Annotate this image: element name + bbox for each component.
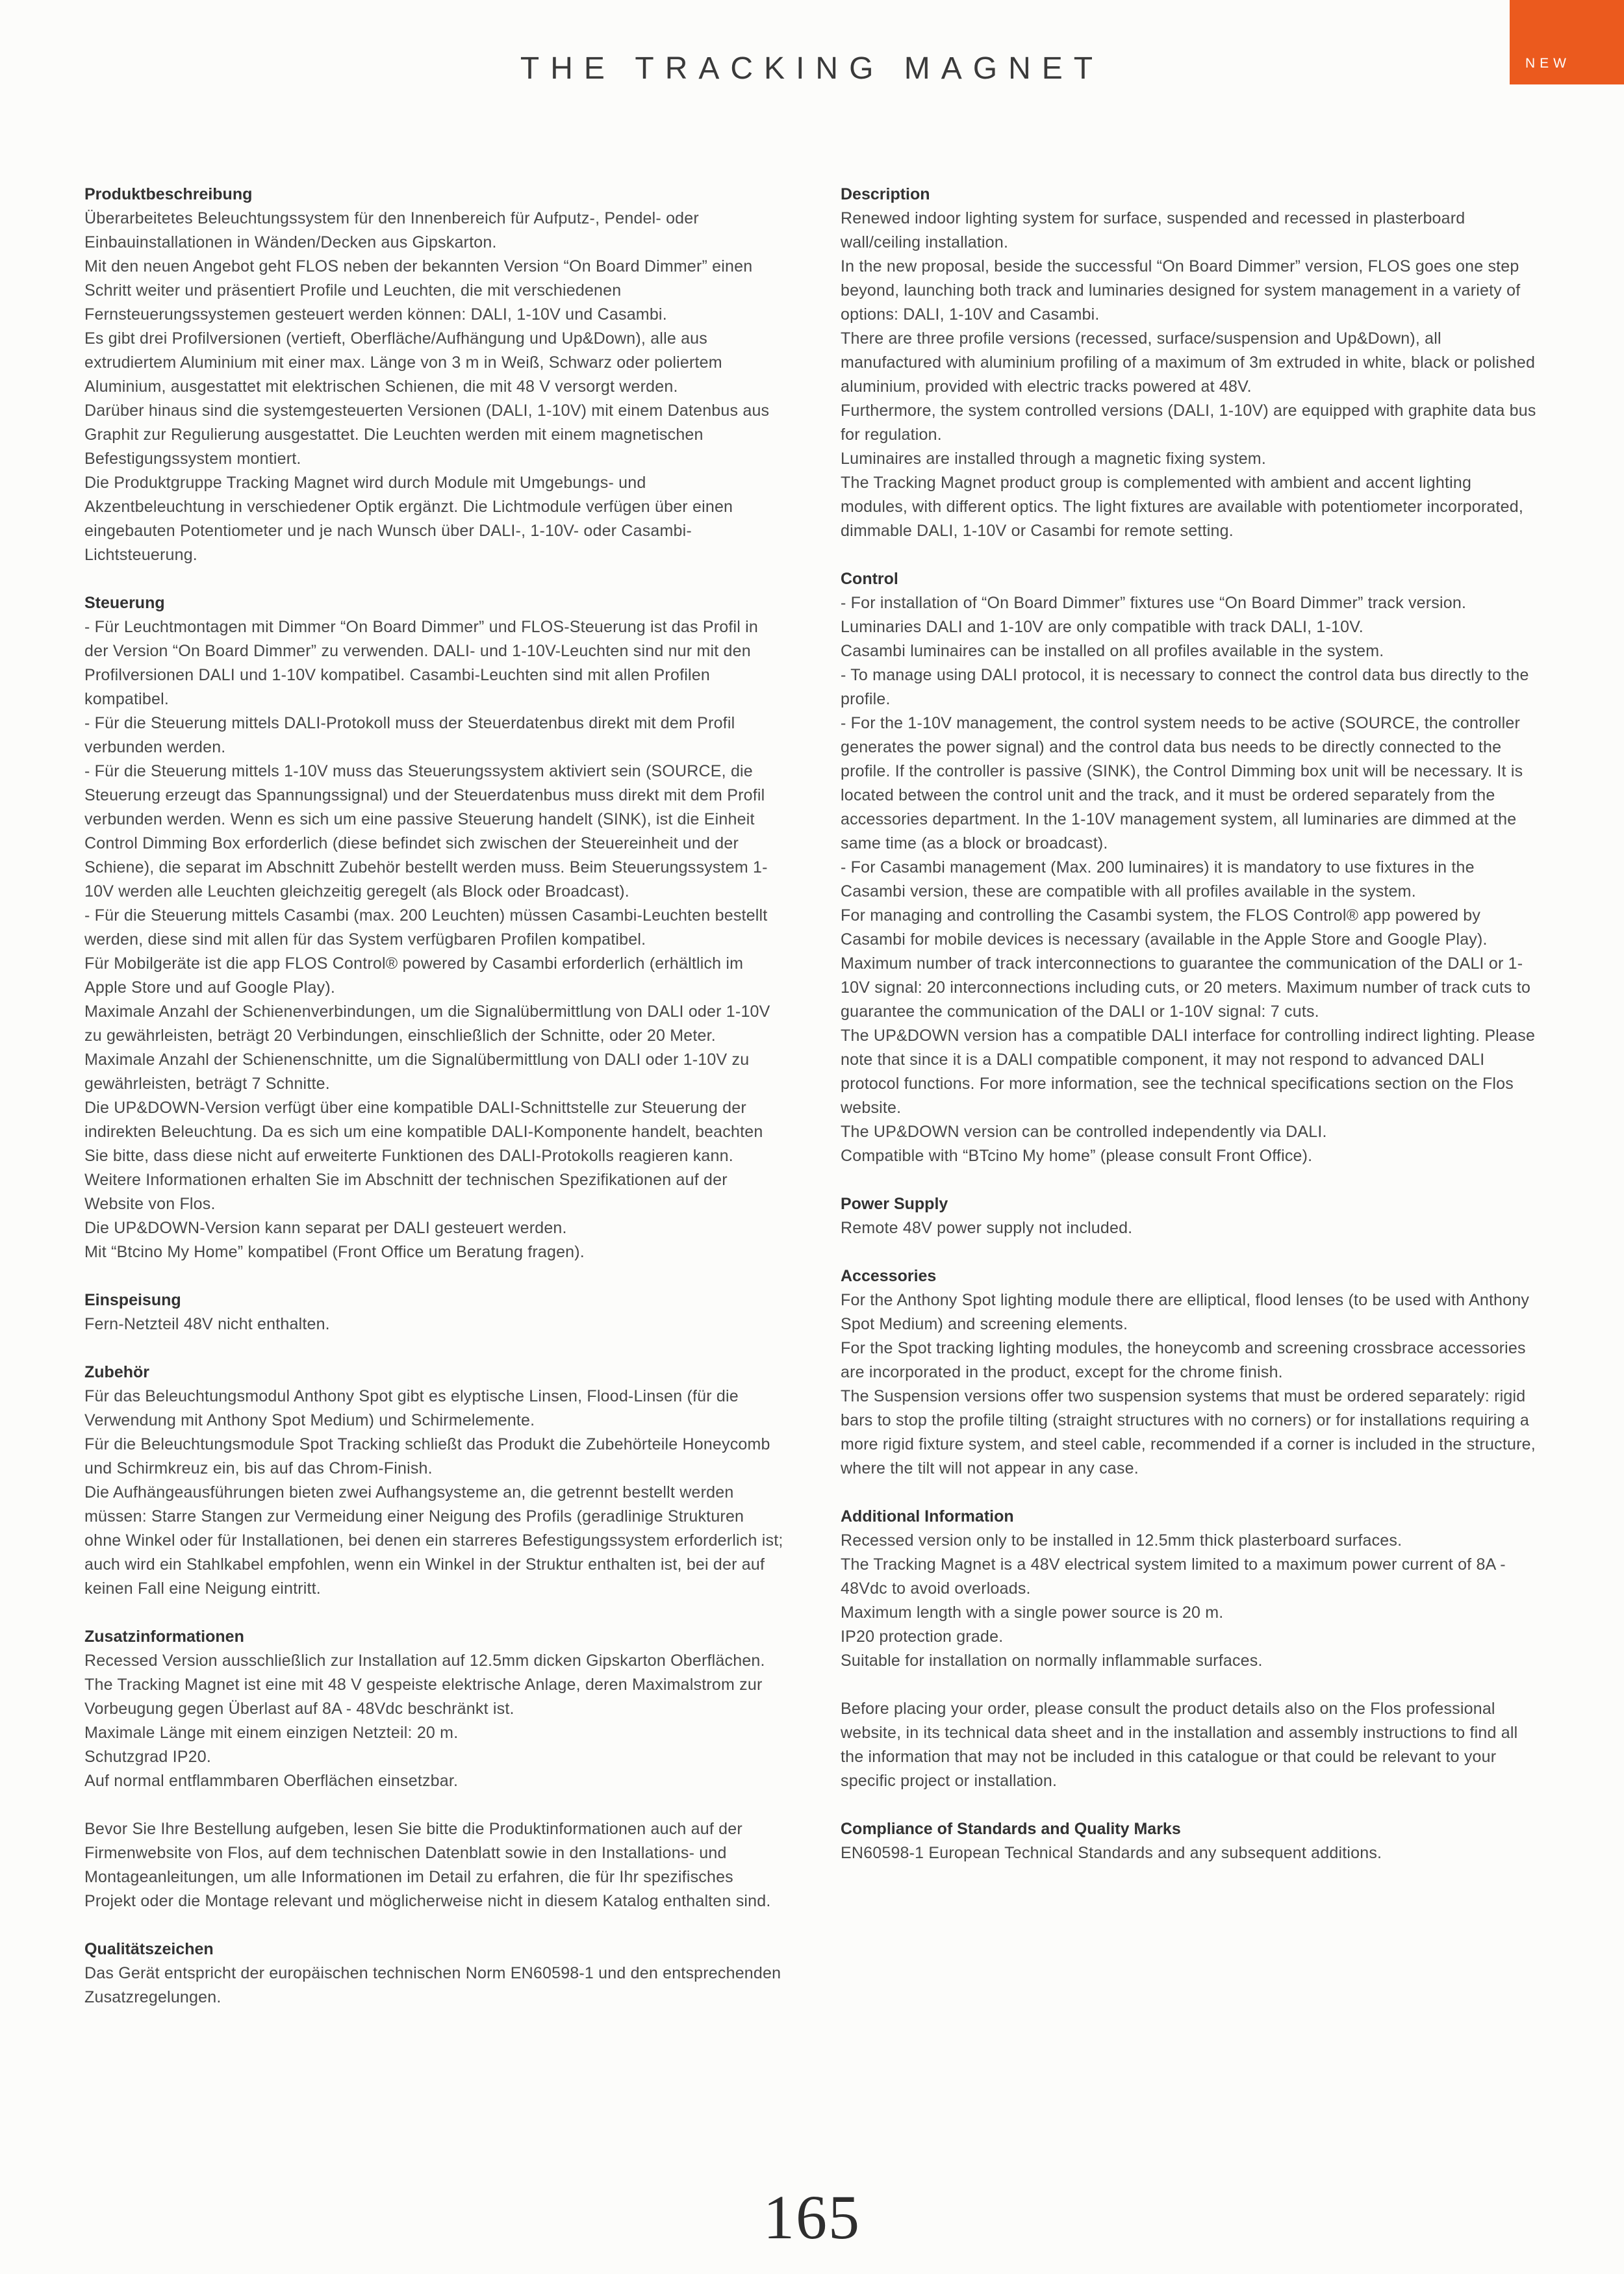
section-heading: Description	[841, 185, 930, 203]
paragraph: - Für die Steuerung mittels Casambi (max. 200 Leuchten) müssen Casambi-Leuchten bestellt werden, diese sind mit allen für das System verfügbaren Profilen kompatibel.	[84, 906, 768, 949]
content-section	[841, 1192, 1540, 1240]
paragraph: Recessed Version ausschließlich zur Installation auf 12.5mm dicken Gipskarton Oberflächen.	[84, 1651, 765, 1670]
paragraph: Mit den neuen Angebot geht FLOS neben der bekannten Version “On Board Dimmer” einen Schritt weiter und präsentiert Profile und Leuchten, die mit verschiedenen Fernsteuerungssystemen gesteuert werden können: DALI, 1-10V und Casambi.	[84, 257, 753, 324]
paragraph: - Für Leuchtmontagen mit Dimmer “On Board Dimmer” und FLOS-Steuerung ist das Profil in der Version “On Board Dimmer” zu verwenden. DALI- und 1-10V-Leuchten sind nur mit den Profilversionen DALI und 1-10V kompatibel. Casambi-Leuchten sind mit allen Profilen kompatibel.	[84, 617, 759, 708]
paragraph: Furthermore, the system controlled versions (DALI, 1-10V) are equipped with graphite data bus for regulation.	[841, 401, 1536, 444]
paragraph: For the Anthony Spot lighting module there are elliptical, flood lenses (to be used with Anthony Spot Medium) and screening elements.	[841, 1290, 1530, 1333]
page-footer	[0, 2181, 1624, 2253]
new-badge-label: NEW	[1525, 56, 1571, 71]
paragraph: Das Gerät entspricht der europäischen technischen Norm EN60598-1 und den entsprechenden Zusatzregelungen.	[84, 1963, 781, 2006]
paragraph: Suitable for installation on normally inflammable surfaces.	[841, 1651, 1263, 1670]
paragraph: EN60598-1 European Technical Standards and any subsequent additions.	[841, 1843, 1382, 1862]
paragraph: Remote 48V power supply not included.	[841, 1218, 1133, 1237]
paragraph: Die Aufhängeausführungen bieten zwei Aufhangsysteme an, die getrennt bestellt werden müssen: Starre Stangen zur Vermeidung einer Neigung des Profils (geradlinige Strukturen ohne Winkel oder für Installationen, bei denen ein starreres Befestigungssystem erforderlich ist; auch wird ein Stahlkabel empfohlen, wenn ein Winkel in der Struktur enthalten ist, bei der auf keinen Fall eine Neigung eintritt.	[84, 1483, 783, 1598]
paragraph: The Tracking Magnet product group is complemented with ambient and accent lighting modules, with different optics. The light fixtures are available with potentiometer incorporated, dimmable DALI, 1-10V or Casambi for remote setting.	[841, 473, 1523, 540]
paragraph: Renewed indoor lighting system for surface, suspended and recessed in plasterboard wall/ceiling installation.	[841, 209, 1465, 251]
paragraph: In the new proposal, beside the successful “On Board Dimmer” version, FLOS goes one step beyond, launching both track and luminaries designed for system management in a variety of options: DALI, 1-10V and Casambi.	[841, 257, 1521, 324]
paragraph: Maximale Anzahl der Schienenverbindungen, um die Signalübermittlung von DALI oder 1-10V zu gewährleisten, beträgt 20 Verbindungen, einschließlich der Schnitte, oder 20 Meter. Maximale Anzahl der Schienenschnitte, um die Signalübermittlung von DALI oder 1-10V zu gewährleisten, beträgt 7 Schnitte.	[84, 1002, 770, 1093]
paragraph: The Tracking Magnet is a 48V electrical system limited to a maximum power current of 8A - 48Vdc to avoid overloads.	[841, 1555, 1506, 1598]
paragraph: Für das Beleuchtungsmodul Anthony Spot gibt es elyptische Linsen, Flood-Linsen (für die Verwendung mit Anthony Spot Medium) und Schirmelemente.	[84, 1386, 739, 1429]
content-columns	[0, 183, 1624, 2010]
content-section	[84, 591, 783, 1264]
paragraph: For managing and controlling the Casambi system, the FLOS Control® app powered by Casambi for mobile devices is necessary (available in the Apple Store and Google Play).	[841, 906, 1488, 949]
paragraph: Mit “Btcino My Home” kompatibel (Front Office um Beratung fragen).	[84, 1242, 585, 1261]
page-title: THE TRACKING MAGNET	[520, 51, 1104, 86]
paragraph: There are three profile versions (recessed, surface/suspension and Up&Down), all manufactured with aluminium profiling of a maximum of 3m extruded in white, black or polished aluminium, provided with electric tracks powered at 48V.	[841, 329, 1536, 396]
paragraph: - Für die Steuerung mittels 1-10V muss das Steuerungssystem aktiviert sein (SOURCE, die Steuerung erzeugt das Spannungssignal) und der Steuerdatenbus muss direkt mit dem Profil verbunden werden. Wenn es sich um eine passive Steuerung handelt (SINK), ist die Einheit Control Dimming Box erforderlich (diese befindet sich zwischen der Steuereinheit und der Schiene), die separat im Abschnitt Zubehör bestellt werden muss. Beim Steuerungssystem 1-10V werden alle Leuchten gleichzeitig geregelt (als Block oder Broadcast).	[84, 761, 768, 901]
paragraph: IP20 protection grade.	[841, 1627, 1004, 1646]
section-heading: Produktbeschreibung	[84, 185, 253, 203]
paragraph: Before placing your order, please consult the product details also on the Flos professional website, in its technical data sheet and in the installation and assembly instructions to find all the information that may not be included in this catalogue or that could be relevant to your specific project or installation.	[841, 1699, 1518, 1790]
content-section	[841, 1505, 1540, 1793]
paragraph: Fern-Netzteil 48V nicht enthalten.	[84, 1314, 330, 1333]
section-heading: Zubehör	[84, 1362, 149, 1381]
paragraph: The UP&DOWN version has a compatible DALI interface for controlling indirect lighting. Please note that since it is a DALI compatible component, it may not respond to advanced DALI protocol functions. For more information, see the technical specifications section on the Flos website.	[841, 1026, 1536, 1117]
content-section	[84, 1625, 783, 1913]
page-header	[0, 0, 1624, 86]
paragraph: The Suspension versions offer two suspension systems that must be ordered separately: rigid bars to stop the profile tilting (straight structures with no corners) or for installations requiring a more rigid fixture system, and steel cable, recommended if a corner is included in the structure, where the tilt will not appear in any case.	[841, 1386, 1536, 1477]
paragraph: Casambi luminaires can be installed on all profiles available in the system.	[841, 641, 1384, 660]
paragraph-spacer	[841, 1673, 1540, 1697]
section-heading: Additional Information	[841, 1507, 1014, 1526]
paragraph: - For Casambi management (Max. 200 luminaires) it is mandatory to use fixtures in the Casambi version, these are compatible with all profiles available in the system.	[841, 858, 1475, 901]
paragraph: The Tracking Magnet ist eine mit 48 V gespeiste elektrische Anlage, deren Maximalstrom zur Vorbeugung gegen Überlast auf 8A - 48Vdc beschränkt ist.	[84, 1675, 763, 1718]
paragraph: Maximale Länge mit einem einzigen Netzteil: 20 m.	[84, 1723, 459, 1742]
section-heading: Qualitätszeichen	[84, 1939, 214, 1958]
paragraph-spacer	[84, 1793, 783, 1817]
section-heading: Zusatzinformationen	[84, 1627, 244, 1646]
paragraph: Die UP&DOWN-Version verfügt über eine kompatible DALI-Schnittstelle zur Steuerung der indirekten Beleuchtung. Da es sich um eine kompatible DALI-Komponente handelt, beachten Sie bitte, dass diese nicht auf erweiterte Funktionen des DALI-Protokolls reagieren kann. Weitere Informationen erhalten Sie im Abschnitt der technischen Spezifikationen auf der Website von Flos.	[84, 1098, 763, 1213]
paragraph: - To manage using DALI protocol, it is necessary to connect the control data bus directly to the profile.	[841, 665, 1529, 708]
paragraph: Bevor Sie Ihre Bestellung aufgeben, lesen Sie bitte die Produktinformationen auch auf der Firmenwebsite von Flos, auf dem technischen Datenblatt sowie in den Installations- und Montageanleitungen, um alle Informationen im Detail zu erfahren, die für Ihr spezifisches Projekt oder die Montage relevant und möglicherweise nicht in diesem Katalog enthalten sind.	[84, 1819, 771, 1910]
section-heading: Steuerung	[84, 593, 165, 612]
new-badge	[1510, 0, 1624, 84]
column-german	[84, 183, 783, 2010]
section-heading: Power Supply	[841, 1194, 948, 1213]
paragraph: Darüber hinaus sind die systemgesteuerten Versionen (DALI, 1-10V) mit einem Datenbus aus Graphit zur Regulierung ausgestattet. Die Leuchten werden mit einem magnetischen Befestigungssystem montiert.	[84, 401, 770, 468]
content-section	[841, 1817, 1540, 1865]
paragraph: Maximum number of track interconnections to guarantee the communication of the DALI or 1-10V signal: 20 interconnections including cuts, or 20 meters. Maximum number of track cuts to guarantee the communication of the DALI or 1-10V signal: 7 cuts.	[841, 954, 1531, 1021]
column-english	[841, 183, 1540, 2010]
paragraph: The UP&DOWN version can be controlled independently via DALI.	[841, 1122, 1327, 1141]
section-heading: Accessories	[841, 1266, 937, 1285]
paragraph: - Für die Steuerung mittels DALI-Protokoll muss der Steuerdatenbus direkt mit dem Profil verbunden werden.	[84, 713, 735, 756]
paragraph: - For installation of “On Board Dimmer” fixtures use “On Board Dimmer” track version. Luminaries DALI and 1-10V are only compatible with track DALI, 1-10V.	[841, 593, 1467, 636]
paragraph: Luminaires are installed through a magnetic fixing system.	[841, 449, 1266, 468]
paragraph: Überarbeitetes Beleuchtungssystem für den Innenbereich für Aufputz-, Pendel- oder Einbauinstallationen in Wänden/Decken aus Gipskarton.	[84, 209, 699, 251]
paragraph: Auf normal entflammbaren Oberflächen einsetzbar.	[84, 1771, 459, 1790]
page-number: 165	[763, 2182, 861, 2252]
paragraph: Die Produktgruppe Tracking Magnet wird durch Module mit Umgebungs- und Akzentbeleuchtung in verschiedener Optik ergänzt. Die Lichtmodule verfügen über einen eingebauten Potentiometer und je nach Wunsch über DALI-, 1-10V- oder Casambi-Lichtsteuerung.	[84, 473, 733, 564]
paragraph: Recessed version only to be installed in 12.5mm thick plasterboard surfaces.	[841, 1531, 1402, 1550]
content-section	[841, 567, 1540, 1168]
section-heading: Control	[841, 569, 898, 588]
paragraph: Es gibt drei Profilversionen (vertieft, Oberfläche/Aufhängung und Up&Down), alle aus extrudiertem Aluminium mit einer max. Länge von 3 m in Weiß, Schwarz oder poliertem Aluminium, ausgestattet mit elektrischen Schienen, die mit 48 V versorgt werden.	[84, 329, 722, 396]
paragraph: Für die Beleuchtungsmodule Spot Tracking schließt das Produkt die Zubehörteile Honeycomb und Schirmkreuz ein, bis auf das Chrom-Finish.	[84, 1435, 770, 1477]
paragraph: For the Spot tracking lighting modules, the honeycomb and screening crossbrace accessories are incorporated in the product, except for the chrome finish.	[841, 1338, 1526, 1381]
paragraph: Für Mobilgeräte ist die app FLOS Control® powered by Casambi erforderlich (erhältlich im Apple Store und auf Google Play).	[84, 954, 744, 997]
paragraph: Maximum length with a single power source is 20 m.	[841, 1603, 1224, 1622]
content-section	[84, 1288, 783, 1336]
paragraph: Compatible with “BTcino My home” (please consult Front Office).	[841, 1146, 1313, 1165]
content-section	[841, 183, 1540, 543]
paragraph: Schutzgrad IP20.	[84, 1747, 211, 1766]
content-section	[84, 1361, 783, 1601]
paragraph: Die UP&DOWN-Version kann separat per DALI gesteuert werden.	[84, 1218, 567, 1237]
content-section	[841, 1264, 1540, 1481]
section-heading: Compliance of Standards and Quality Marks	[841, 1819, 1181, 1838]
paragraph: - For the 1-10V management, the control system needs to be active (SOURCE, the controller generates the power signal) and the control data bus needs to be directly connected to the profile. If the controller is passive (SINK), the Control Dimming box unit will be necessary. It is located between the control unit and the track, and it must be ordered separately from the accessories department. In the 1-10V management system, all luminaries are dimmed at the same time (as a block or broadcast).	[841, 713, 1523, 852]
content-section	[84, 183, 783, 567]
content-section	[84, 1937, 783, 2010]
section-heading: Einspeisung	[84, 1290, 181, 1309]
